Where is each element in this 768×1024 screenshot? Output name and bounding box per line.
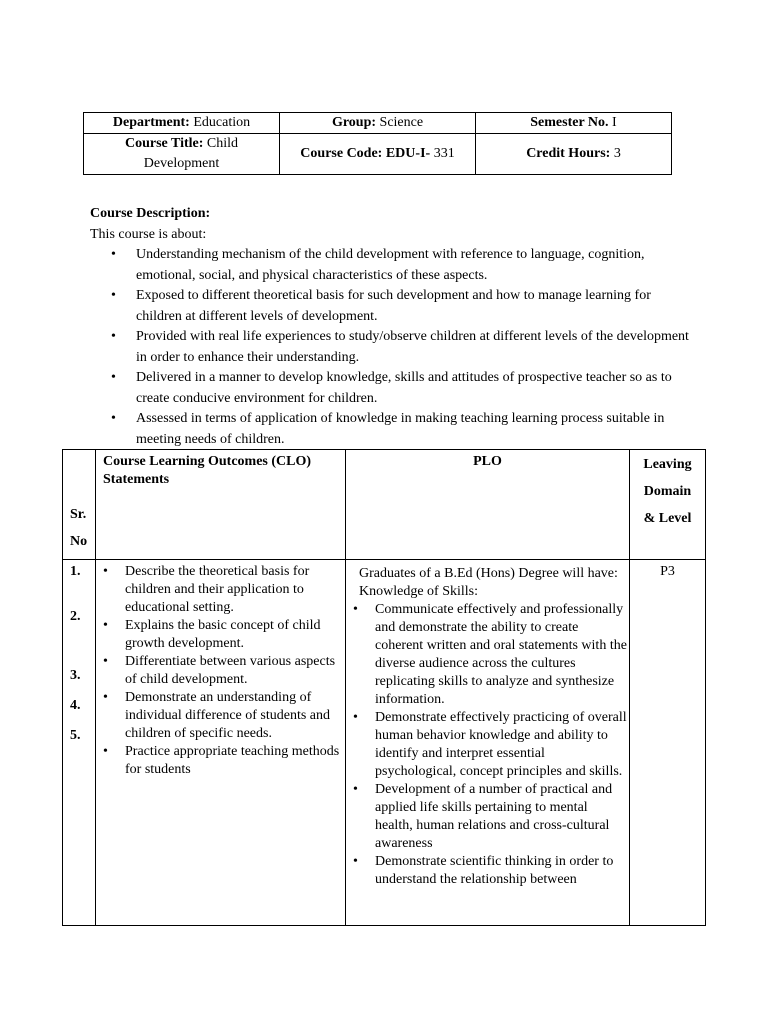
list-item-text: Exposed to different theoretical basis for such development and how to manage learning for children at different levels of development. [136, 288, 651, 324]
course-description [90, 204, 690, 450]
list-item-text: Demonstrate effectively practicing of overall human behavior knowledge and ability to identify and interpret essential psychological, concept principles and skills. [375, 710, 627, 779]
department-cell [84, 113, 280, 134]
bullet-icon: • [103, 744, 108, 759]
list-item [97, 563, 344, 617]
bullet-icon: • [353, 602, 358, 617]
list-item-text: Practice appropriate teaching methods for students [125, 744, 340, 777]
bullet-icon: • [103, 654, 108, 669]
leaving-header-text: Leaving [643, 457, 692, 472]
list-item [90, 409, 690, 450]
list-item [347, 709, 628, 781]
course-code-label: Course Code: EDU-I- [300, 146, 431, 161]
plo-header [346, 450, 630, 560]
list-item-text: Demonstrate an understanding of individual difference of students and children of specific needs. [125, 690, 331, 741]
sr-no-header [63, 450, 96, 560]
list-item [97, 743, 344, 779]
list-item [347, 853, 628, 889]
bullet-icon: • [353, 782, 358, 797]
clo-header [96, 450, 346, 560]
clo-header-text: Course Learning Outcomes (CLO) Statements [103, 454, 312, 487]
course-title-label: Course Title: [124, 136, 204, 151]
list-item-text: Understanding mechanism of the child development with reference to language, cognition, emotional, social, and physical characteristics of these aspects. [136, 247, 645, 283]
credit-hours-label: Credit Hours: [526, 146, 611, 161]
list-item-text: Provided with real life experiences to study/observe children at different levels of the development in order to enhance their understanding. [136, 329, 689, 365]
list-item [347, 781, 628, 853]
group-cell [280, 113, 476, 134]
plo-subhead: Knowledge of Skills: [359, 584, 478, 599]
list-item-text: Communicate effectively and professionally and demonstrate the ability to create coherent written and oral statements with the diverse audience across the cultures replicating skills to analyze and synthesize information. [375, 602, 627, 707]
group-label: Group: [331, 115, 377, 130]
list-item [97, 689, 344, 743]
bullet-icon: • [353, 854, 358, 869]
course-code-cell [280, 134, 476, 175]
bullet-icon: • [103, 618, 108, 633]
course-description-intro: This course is about: [90, 226, 207, 242]
bullet-icon: • [111, 411, 116, 426]
plo-header-text: PLO [473, 454, 502, 469]
department-label: Department: [112, 115, 190, 130]
group-value: Science [376, 115, 424, 130]
bullet-icon: • [353, 710, 358, 725]
list-item-text: Assessed in terms of application of knowledge in making teaching learning process suitable in meeting needs of children. [136, 411, 665, 447]
list-item-text: Development of a number of practical and applied life skills pertaining to mental health, human relations and cross-cultural awareness [375, 782, 613, 851]
clo-table [62, 449, 706, 926]
sr-number: 5. [70, 728, 81, 743]
list-item [97, 653, 344, 689]
plo-cell [346, 560, 630, 926]
list-item [90, 368, 690, 409]
clo-list [97, 563, 344, 779]
semester-label: Semester No. [530, 115, 609, 130]
sr-number: 2. [70, 609, 81, 624]
bullet-icon: • [111, 288, 116, 303]
semester-cell [476, 113, 672, 134]
level-value: P3 [660, 564, 675, 579]
list-item-text: Describe the theoretical basis for children and their application to educational setting. [125, 564, 310, 615]
bullet-icon: • [103, 564, 108, 579]
list-item [90, 245, 690, 286]
domain-header-text: Domain [643, 484, 692, 499]
clo-statements-cell [96, 560, 346, 926]
bullet-icon: • [103, 690, 108, 705]
no-header-text: No [70, 534, 88, 549]
list-item [90, 327, 690, 368]
department-value: Education [189, 115, 251, 130]
credit-hours-cell [476, 134, 672, 175]
bullet-icon: • [111, 370, 116, 385]
sr-number: 1. [70, 564, 81, 579]
semester-value: I [608, 115, 617, 130]
level-cell [630, 560, 706, 926]
course-title-cell [84, 134, 280, 175]
plo-intro: Graduates of a B.Ed (Hons) Degree will have: [359, 566, 618, 581]
sr-number: 3. [70, 668, 81, 683]
sr-number: 4. [70, 698, 81, 713]
leaving-domain-header [630, 450, 706, 560]
list-item-text: Delivered in a manner to develop knowledge, skills and attitudes of prospective teacher so as to create conducive environment for children. [136, 370, 672, 406]
course-description-title: Course Description: [90, 206, 211, 221]
course-info-table [83, 112, 672, 175]
list-item [97, 617, 344, 653]
list-item-text: Demonstrate scientific thinking in order to understand the relationship between [375, 854, 614, 887]
list-item [90, 286, 690, 327]
list-item-text: Explains the basic concept of child growth development. [125, 618, 321, 651]
level-header-text: & Level [643, 511, 692, 526]
plo-list [347, 601, 628, 889]
bullet-icon: • [111, 247, 116, 262]
list-item [347, 601, 628, 709]
course-code-value: 331 [430, 146, 455, 161]
list-item-text: Differentiate between various aspects of child development. [125, 654, 336, 687]
course-title-value: Child Development [143, 136, 239, 171]
bullet-icon: • [111, 329, 116, 344]
credit-hours-value: 3 [610, 146, 621, 161]
sr-header-text: Sr. [70, 507, 87, 522]
course-description-list [90, 245, 690, 450]
sr-no-cell [63, 560, 96, 926]
